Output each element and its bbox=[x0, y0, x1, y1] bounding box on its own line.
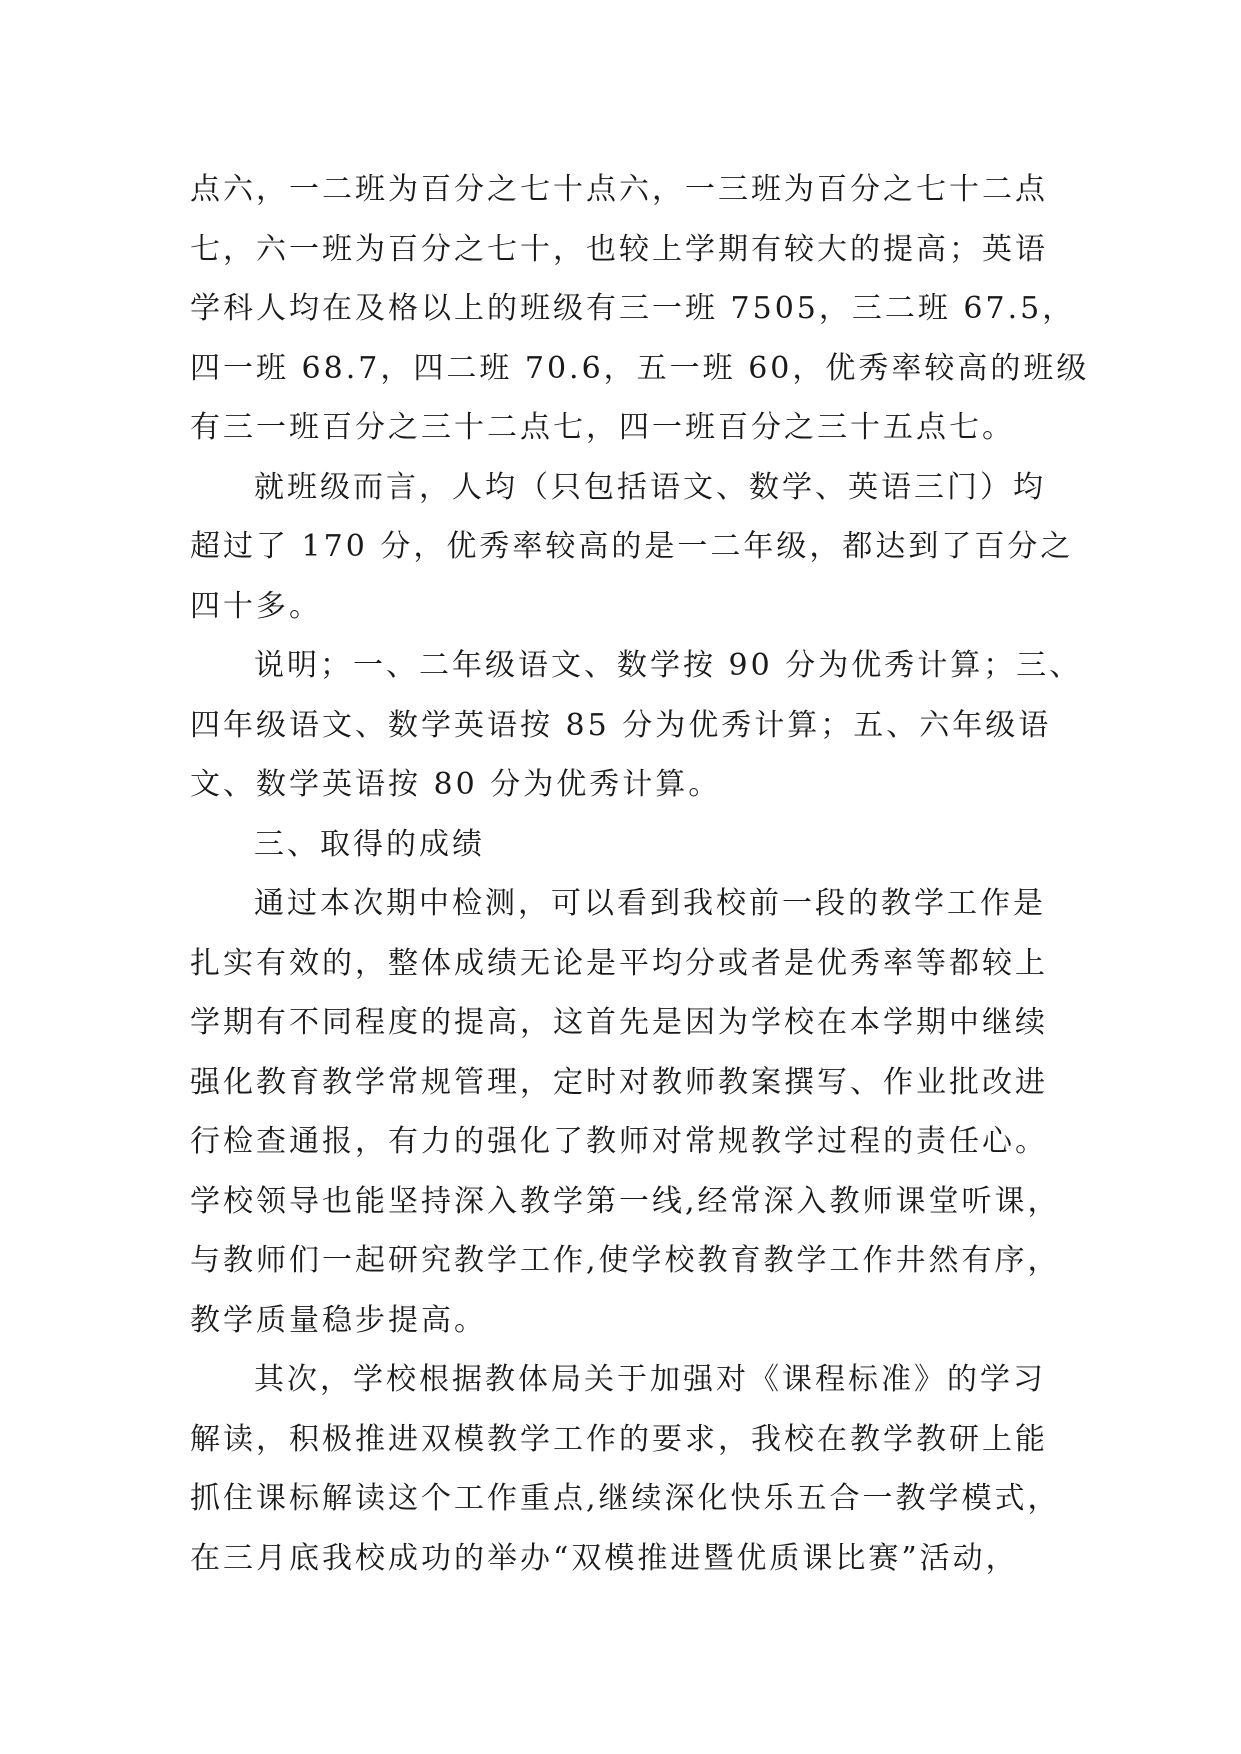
text-line: 与教师们一起研究教学工作,使学校教育教学工作井然有序， bbox=[190, 1243, 1061, 1278]
text-line: 有三一班百分之三十二点七，四一班百分之三十五点七。 bbox=[190, 410, 1015, 445]
text-line: 学校领导也能坚持深入教学第一线,经常深入教师课堂听课， bbox=[190, 1183, 1061, 1219]
text-line: 说明；一、二年级语文、数学按 90 分为优秀计算；三、 bbox=[254, 648, 1083, 683]
document-page bbox=[190, 160, 1090, 1588]
text-line: 四年级语文、数学英语按 85 分为优秀计算；五、六年级语 bbox=[190, 707, 1052, 743]
text-line: 就班级而言，人均（只包括语文、数学、英语三门）均 bbox=[254, 469, 1046, 505]
text-line: 解读，积极推进双模教学工作的要求，我校在教学教研上能 bbox=[190, 1421, 1048, 1457]
text-line: 四一班 68.7，四二班 70.6，五一班 60，优秀率较高的班级 bbox=[190, 350, 1090, 386]
text-line: 扎实有效的，整体成绩无论是平均分或者是优秀率等都较上 bbox=[190, 945, 1048, 981]
text-line: 在三月底我校成功的举办“双模推进暨优质课比赛”活动， bbox=[190, 1540, 1019, 1576]
text-line: 学期有不同程度的提高，这首先是因为学校在本学期中继续 bbox=[190, 1005, 1048, 1040]
text-line: 教学质量稳步提高。 bbox=[190, 1302, 487, 1338]
text-line: 七，六一班为百分之七十，也较上学期有较大的提高；英语 bbox=[190, 231, 1048, 267]
text-line: 点六，一二班为百分之七十点六，一三班为百分之七十二点 bbox=[190, 172, 1048, 207]
text-line: 强化教育教学常规管理，定时对教师教案撰写、作业批改进 bbox=[190, 1064, 1048, 1100]
text-line: 通过本次期中检测，可以看到我校前一段的教学工作是 bbox=[254, 886, 1046, 921]
text-line: 四十多。 bbox=[190, 588, 322, 624]
text-line: 超过了 170 分，优秀率较高的是一二年级，都达到了百分之 bbox=[190, 529, 1074, 564]
text-line: 学科人均在及格以上的班级有三一班 7505，三二班 67.5， bbox=[190, 291, 1076, 326]
text-line: 其次，学校根据教体局关于加强对《课程标准》的学习 bbox=[254, 1362, 1046, 1397]
text-line: 抓住课标解读这个工作重点,继续深化快乐五合一教学模式， bbox=[190, 1481, 1061, 1516]
text-line: 文、数学英语按 80 分为优秀计算。 bbox=[190, 767, 722, 802]
text-line: 行检查通报，有力的强化了教师对常规教学过程的责任心。 bbox=[190, 1124, 1048, 1159]
text-line: 三、取得的成绩 bbox=[254, 826, 485, 862]
